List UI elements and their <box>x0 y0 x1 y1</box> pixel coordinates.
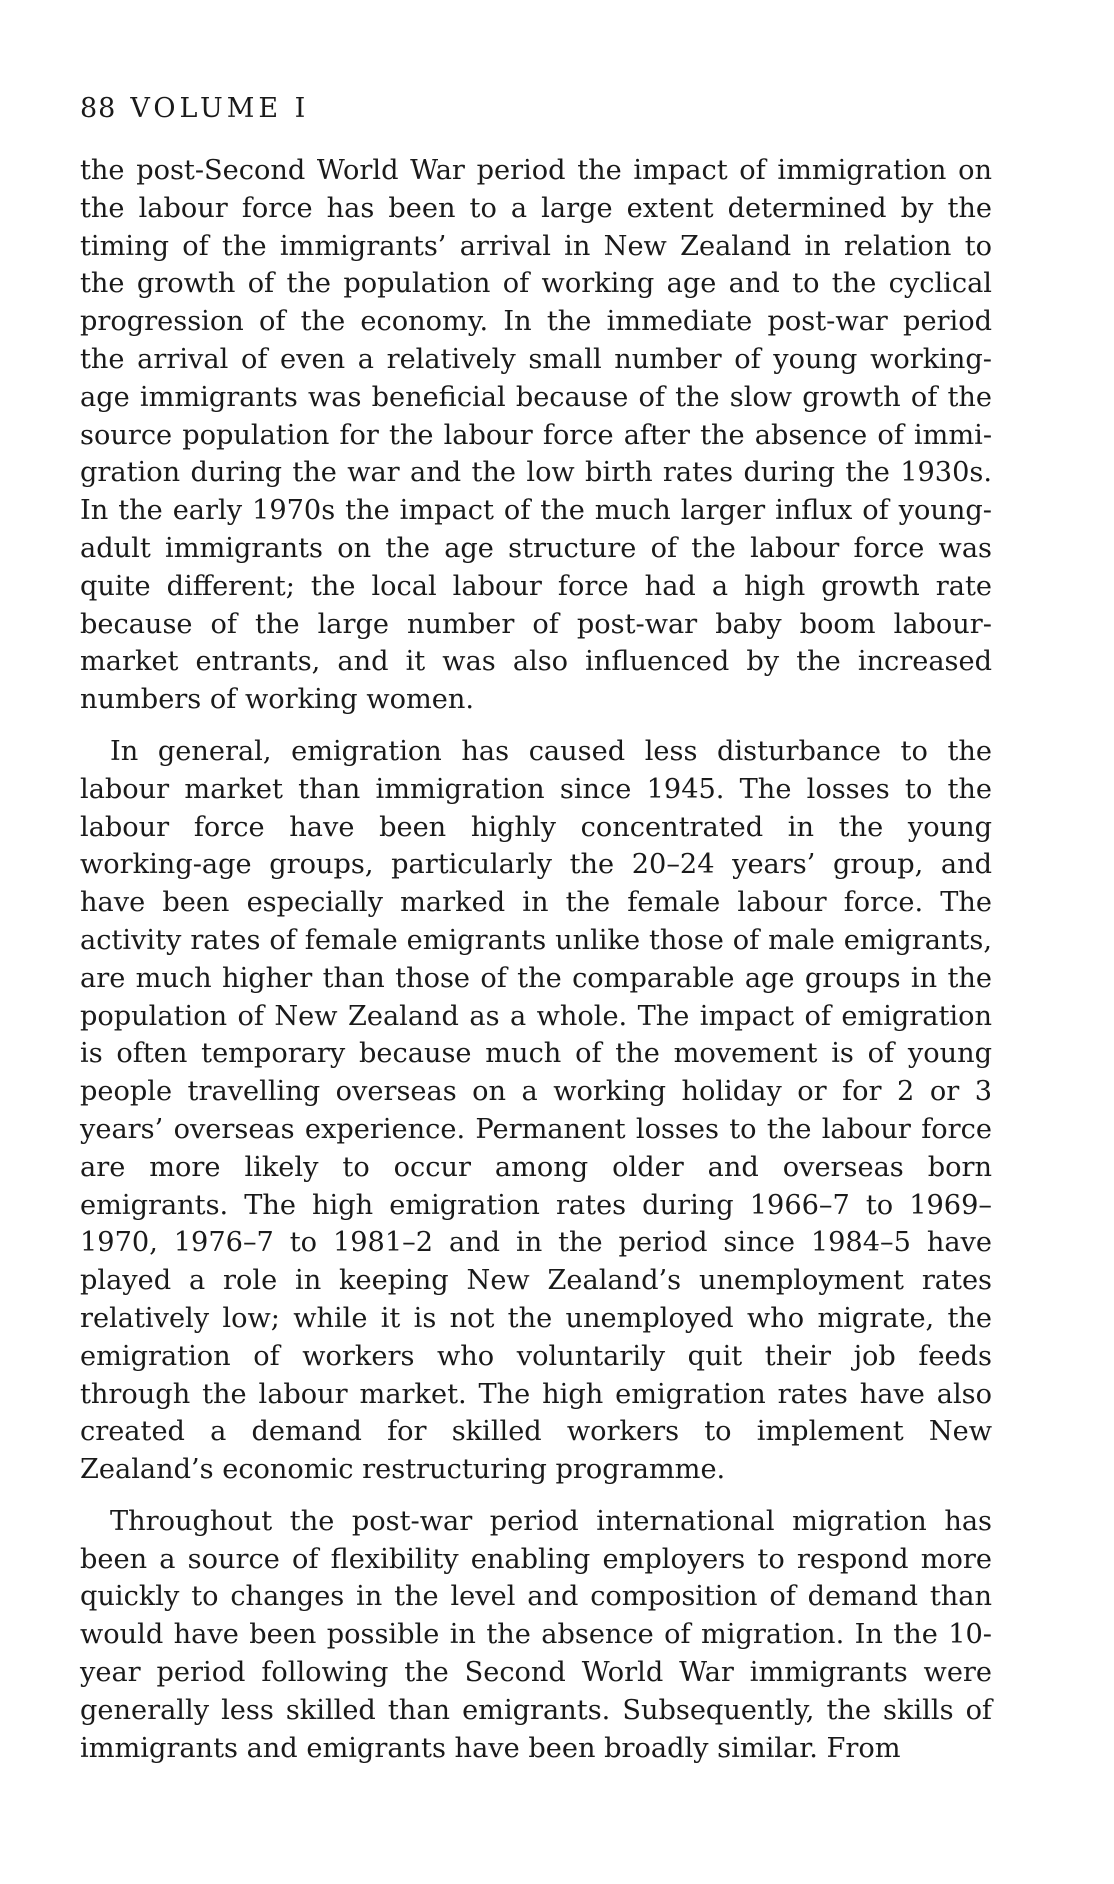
paragraph-continuation: the post-Second World War period the impact of immigration on the labour force has been to a large extent determined by the timing of the immigrants’ arrival in New Zealand in relation to the growth of the population of working age and to the cyclical progression of the economy. In the immediate post-war period the arrival of even a relatively small number of young working-age immigrants was beneficial because of the slow growth of the source population for the labour force after the absence of immigration during the war and the low birth rates during the 1930s. In the early 1970s the impact of the much larger influx of young-adult immigrants on the age structure of the labour force was quite different; the local labour force had a high growth rate because of the large number of post-war baby boom labour-market entrants, and it was also influenced by the increased numbers of working women. <box>80 155 992 716</box>
running-title: VOLUME I <box>130 93 310 124</box>
body-text <box>80 152 992 1767</box>
paragraph-flexibility: Throughout the post-war period international migration has been a source of flexibility enabling employers to respond more quickly to changes in the level and composition of demand than would have been possible in the absence of migration. In the 10-year period following the Second World War immigrants were generally less skilled than emigrants. Subsequently, the skills of immigrants and emigrants have been broadly similar. From <box>80 1505 992 1764</box>
book-page <box>80 92 992 1781</box>
page-number: 88 <box>80 93 117 124</box>
paragraph-emigration: In general, emigration has caused less disturbance to the labour market than immigration since 1945. The losses to the labour force have been highly concentrated in the young working-age groups, particularly the 20–24 years’ group, and have been especially marked in the female labour force. The activity rates of female emigrants unlike those of male emigrants, are much higher than those of the comparable age groups in the population of New Zealand as a whole. The impact of emigration is often temporary because much of the movement is of young people travelling overseas on a working holiday or for 2 or 3 years’ overseas experience. Permanent losses to the labour force are more likely to occur among older and overseas born emigrants. The high emigration rates during 1966–7 to 1969–1970, 1976–7 to 1981–2 and in the period since 1984–5 have played a role in keeping New Zealand’s unemployment rates relatively low; while it is not the unemployed who migrate, the emigration of workers who voluntarily quit their job feeds through the labour market. The high emigration rates have also created a demand for skilled workers to implement New Zealand’s economic restructuring programme. <box>80 735 992 1486</box>
running-head <box>80 92 992 126</box>
